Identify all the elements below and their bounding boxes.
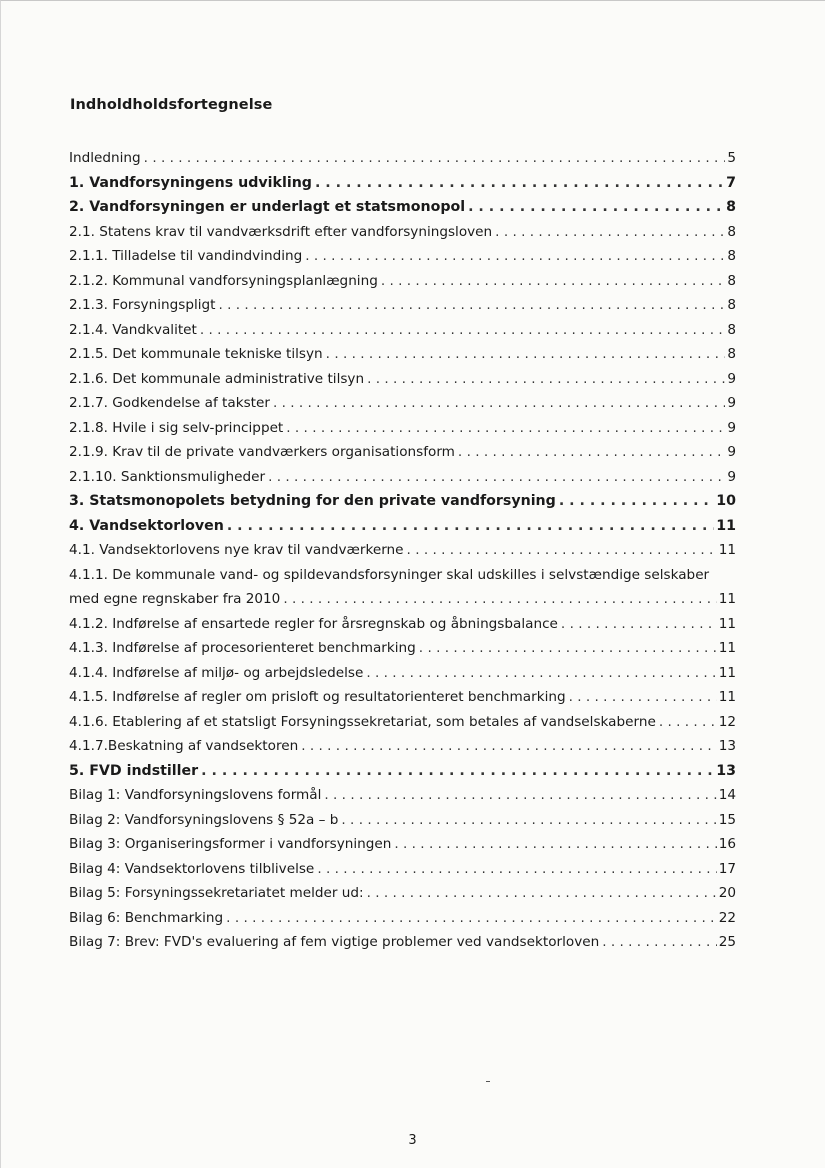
toc-entry-label: Indledning	[69, 150, 141, 166]
dot-leader	[268, 465, 725, 490]
toc-page-number: 9	[727, 395, 736, 411]
toc-page-number: 8	[726, 199, 736, 215]
toc-page-number: 11	[718, 664, 736, 681]
toc-page-number: 22	[718, 909, 736, 926]
toc-page-number: 9	[727, 444, 736, 460]
dot-leader	[394, 832, 716, 857]
dot-leader	[144, 146, 726, 171]
toc-page-number: 15	[718, 811, 736, 828]
toc-entry[interactable]	[69, 710, 736, 735]
toc-page-number: 14	[718, 787, 736, 803]
toc-entry-label: 1. Vandforsyningens udvikling	[69, 174, 312, 191]
toc-entry[interactable]	[69, 514, 736, 539]
dot-leader	[283, 587, 716, 612]
toc-entry-label: Bilag 1: Vandforsyningslovens formål	[69, 787, 322, 803]
dot-leader	[559, 489, 714, 514]
toc-entry-label: 4.1.7.Beskatning af vandsektoren	[69, 738, 299, 754]
toc-page-number: 8	[727, 321, 736, 338]
toc-page-number: 8	[727, 272, 736, 289]
toc-entry[interactable]	[69, 685, 736, 710]
toc-entry-label: 2.1.9. Krav til de private vandværkers organisationsform	[69, 444, 455, 460]
dot-leader	[495, 220, 725, 245]
toc-page-number: 13	[716, 762, 736, 779]
toc-entry[interactable]	[69, 857, 736, 882]
dot-leader	[407, 538, 717, 563]
dot-leader	[419, 636, 717, 661]
toc-page-number: 10	[716, 493, 736, 509]
toc-page-number: 11	[718, 615, 736, 632]
toc-entry-label: Bilag 4: Vandsektorlovens tilblivelse	[69, 860, 315, 877]
dot-leader	[324, 783, 716, 808]
toc-entry-label: 3. Statsmonopolets betydning for den private vandforsyning	[69, 493, 556, 509]
dot-leader	[341, 808, 716, 833]
toc-entry[interactable]	[69, 342, 736, 367]
toc-entry-label: 4.1.3. Indførelse af procesorienteret benchmarking	[69, 640, 416, 656]
toc-entry[interactable]	[69, 538, 736, 563]
toc-entry-label: 2.1.4. Vandkvalitet	[69, 321, 197, 338]
dot-leader	[305, 244, 725, 269]
dot-leader	[366, 661, 716, 686]
toc-entry[interactable]	[69, 832, 736, 857]
toc-page-number: 11	[718, 542, 736, 558]
toc-entry-label: 5. FVD indstiller	[69, 762, 199, 779]
toc-entry[interactable]	[69, 906, 736, 931]
toc-entry[interactable]	[69, 293, 736, 318]
toc-page-number: 8	[727, 223, 736, 240]
dot-leader	[659, 710, 717, 735]
page-number: 3	[408, 1133, 417, 1148]
dot-leader	[326, 342, 726, 367]
toc-entry-label: Bilag 2: Vandforsyningslovens § 52a – b	[69, 811, 339, 828]
toc-entry-label: Bilag 3: Organiseringsformer i vandforsyningen	[69, 836, 392, 852]
toc-page-number: 12	[718, 713, 736, 730]
toc-entry-label: Bilag 6: Benchmarking	[69, 909, 224, 926]
dot-leader	[367, 367, 725, 392]
toc-page-number: 11	[718, 591, 736, 607]
toc-entry[interactable]	[69, 318, 736, 343]
dot-leader	[200, 318, 725, 343]
toc-entry-continuation: med egne regnskaber fra 2010	[69, 591, 281, 607]
toc-entry[interactable]	[69, 244, 736, 269]
toc-entry[interactable]	[69, 587, 736, 612]
toc-entry-label: 4.1.5. Indførelse af regler om prisloft og resultatorienteret benchmarking	[69, 689, 566, 705]
toc-entry[interactable]	[69, 783, 736, 808]
dot-leader	[227, 514, 714, 539]
toc-page-number: 25	[718, 934, 736, 950]
toc-entry-label: Bilag 7: Brev: FVD's evaluering af fem vigtige problemer ved vandsektorloven	[69, 934, 600, 950]
toc-entry-label: 4.1.6. Etablering af et statsligt Forsyningssekretariat, som betales af vandselskaberne	[69, 713, 656, 730]
toc-entry[interactable]	[69, 930, 736, 955]
toc-entry[interactable]	[69, 489, 736, 514]
toc-page-number: 9	[727, 370, 736, 387]
toc-entry-label: 2.1.8. Hvile i sig selv-princippet	[69, 419, 284, 436]
dot-leader	[315, 171, 724, 196]
dot-leader	[218, 293, 725, 318]
toc-page-number: 13	[718, 738, 736, 754]
dot-leader	[569, 685, 717, 710]
toc-heading: Indholdholdsfortegnelse	[70, 97, 273, 113]
toc-entry-label: 2.1.6. Det kommunale administrative tilsyn	[69, 370, 365, 387]
toc-page-number: 9	[727, 468, 736, 485]
toc-entry-label: 2.1.5. Det kommunale tekniske tilsyn	[69, 346, 323, 362]
toc-entry-label: 2.1.1. Tilladelse til vandindvinding	[69, 248, 303, 264]
toc-page-number: 9	[727, 419, 736, 436]
toc-entry[interactable]	[69, 465, 736, 490]
toc-page-number: 8	[727, 346, 736, 362]
toc-entry-label: 2.1.10. Sanktionsmuligheder	[69, 468, 266, 485]
toc-page-number: 8	[727, 297, 736, 313]
dot-leader	[367, 881, 717, 906]
toc-entry-label: 2. Vandforsyningen er underlagt et statsmonopol	[69, 199, 466, 215]
toc-entry[interactable]	[69, 416, 736, 441]
toc-entry-label: 2.1.7. Godkendelse af takster	[69, 395, 270, 411]
scan-speck	[486, 1081, 490, 1082]
toc-entry-label: 4.1.4. Indførelse af miljø- og arbejdsledelse	[69, 664, 364, 681]
toc-entry-label: 2.1.2. Kommunal vandforsyningsplanlægning	[69, 272, 378, 289]
toc-page-number: 5	[727, 150, 736, 166]
toc-entry[interactable]	[69, 391, 736, 416]
dot-leader	[317, 857, 716, 882]
toc-entry[interactable]	[69, 881, 736, 906]
toc-entry[interactable]	[69, 636, 736, 661]
toc-page-number: 20	[718, 885, 736, 901]
toc-entry-label: 4. Vandsektorloven	[69, 517, 224, 534]
toc-page-number: 7	[726, 174, 736, 191]
toc-entry-label: 4.1.2. Indførelse af ensartede regler for årsregnskab og åbningsbalance	[69, 615, 558, 632]
toc-entry[interactable]	[69, 146, 736, 171]
toc-page-number: 11	[718, 689, 736, 705]
dot-leader	[561, 612, 717, 637]
toc-entry[interactable]	[69, 759, 736, 784]
toc-entry-label: Bilag 5: Forsyningssekretariatet melder ud:	[69, 885, 364, 901]
table-of-contents	[69, 146, 736, 955]
dot-leader	[458, 440, 725, 465]
toc-entry-label: 2.1. Statens krav til vandværksdrift efter vandforsyningsloven	[69, 223, 493, 240]
dot-leader	[201, 759, 714, 784]
toc-entry-label: 2.1.3. Forsyningspligt	[69, 297, 216, 313]
toc-page-number: 11	[716, 517, 736, 534]
toc-entry[interactable]	[69, 269, 736, 294]
toc-entry[interactable]	[69, 734, 736, 759]
toc-entry[interactable]	[69, 661, 736, 686]
toc-entry-label[interactable]: 4.1.1. De kommunale vand- og spildevandsforsyninger skal udskilles i selvstændige selskaber	[69, 566, 710, 583]
toc-entry-label: 4.1. Vandsektorlovens nye krav til vandværkerne	[69, 542, 404, 558]
dot-leader	[286, 416, 725, 441]
toc-entry[interactable]	[69, 440, 736, 465]
toc-entry[interactable]	[69, 195, 736, 220]
toc-page-number: 8	[727, 248, 736, 264]
toc-page-number: 17	[718, 860, 736, 877]
dot-leader	[273, 391, 725, 416]
toc-entry[interactable]	[69, 367, 736, 392]
dot-leader	[226, 906, 717, 931]
toc-page-number: 11	[718, 640, 736, 656]
dot-leader	[301, 734, 716, 759]
toc-entry[interactable]	[69, 220, 736, 245]
toc-entry[interactable]	[69, 171, 736, 196]
dot-leader	[602, 930, 716, 955]
toc-page-number: 16	[718, 836, 736, 852]
dot-leader	[468, 195, 724, 220]
toc-entry[interactable]	[69, 808, 736, 833]
dot-leader	[381, 269, 726, 294]
toc-entry[interactable]	[69, 612, 736, 637]
